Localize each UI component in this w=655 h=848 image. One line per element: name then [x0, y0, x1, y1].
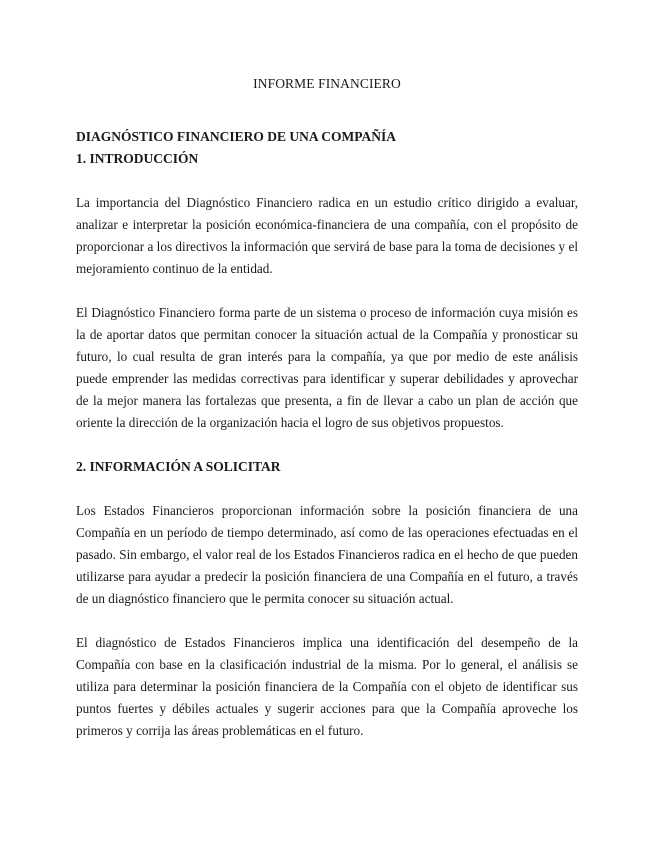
section-1-heading: 1. INTRODUCCIÓN — [76, 151, 199, 166]
section-2-paragraph-1: Los Estados Financieros proporcionan información sobre la posición financiera de una Compañía en un período de tiempo determinado, así como de las operaciones efectuadas en el pasado. Sin embargo, el valor real de los Estados Financieros radica en el hecho de que pueden utilizarse para ayudar a predecir la posición financiera de una Compañía en el futuro, a través de un diagnóstico financiero que le permita conocer su situación actual. — [76, 503, 578, 606]
document-title: INFORME FINANCIERO — [253, 76, 401, 91]
section-1-paragraph-1: La importancia del Diagnóstico Financiero radica en un estudio crítico dirigido a evaluar, analizar e interpretar la posición económica-financiera de una compañía, con el propósito de proporcionar a los directivos la información que servirá de base para la toma de decisiones y el mejoramiento continuo de la entidad. — [76, 195, 578, 276]
main-heading: DIAGNÓSTICO FINANCIERO DE UNA COMPAÑÍA — [76, 129, 397, 144]
section-1-paragraph-2: El Diagnóstico Financiero forma parte de un sistema o proceso de información cuya misión es la de aportar datos que permitan conocer la situación actual de la Compañía y pronosticar su futuro, lo cual resulta de gran interés para la compañía, ya que por medio de este análisis puede emprender las medidas correctivas para identificar y superar debilidades y aprovechar de la mejor manera las fortalezas que presenta, a fin de llevar a cabo un plan de acción que oriente la dirección de la organización hacia el logro de sus objetivos propuestos. — [76, 305, 578, 430]
section-2-heading: 2. INFORMACIÓN A SOLICITAR — [76, 459, 281, 474]
section-2-paragraph-2: El diagnóstico de Estados Financieros implica una identificación del desempeño de la Compañía con base en la clasificación industrial de la misma. Por lo general, el análisis se utiliza para determinar la posición financiera de la Compañía con el objeto de identificar sus puntos fuertes y débiles actuales y sugerir acciones para que la Compañía aproveche los primeros y corrija las áreas problemáticas en el futuro. — [76, 635, 578, 738]
headings-block — [76, 126, 578, 170]
